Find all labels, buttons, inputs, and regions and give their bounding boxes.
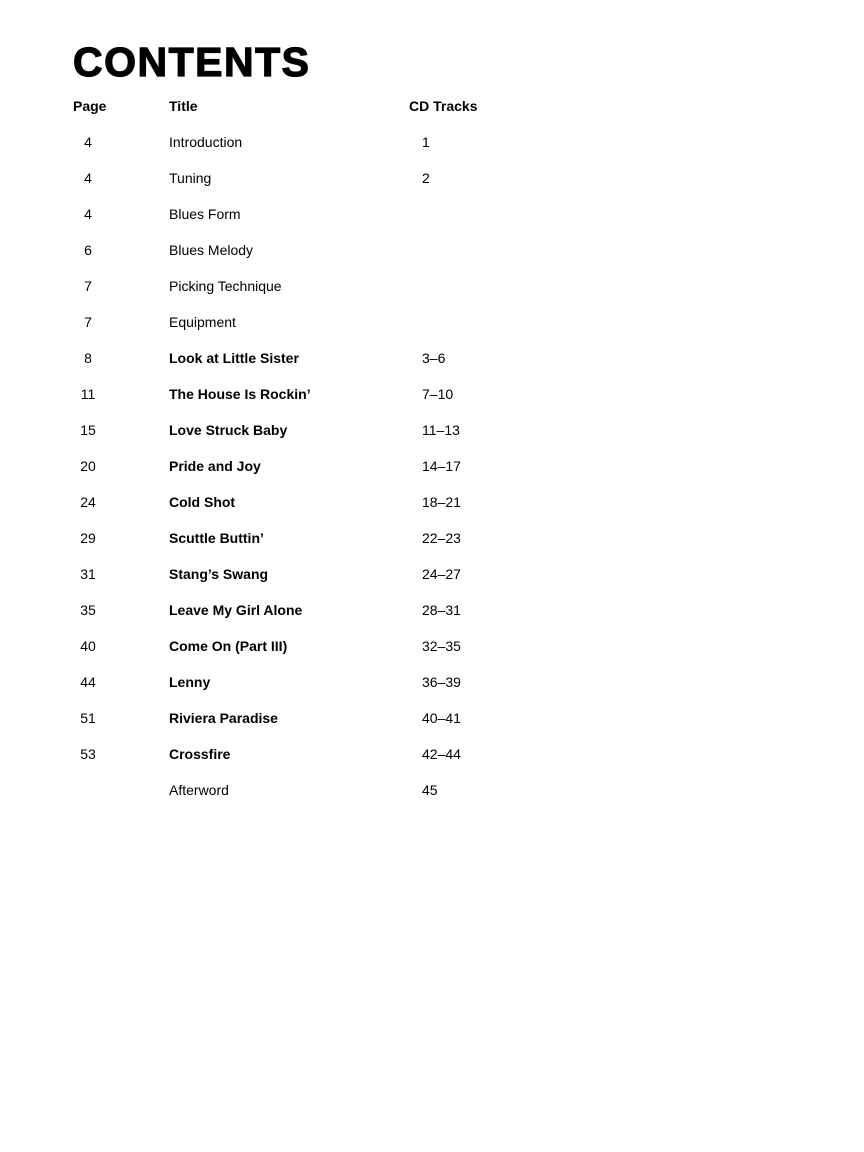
table-row [0,348,864,384]
page-number: 40 [80,638,96,654]
entry-title: Blues Form [169,206,241,222]
cd-tracks-column-header: CD Tracks [409,98,478,114]
entry-title: Equipment [169,314,236,330]
table-row [0,492,864,528]
cd-tracks: 45 [422,782,438,798]
cd-tracks: 42–44 [422,746,461,762]
cd-tracks: 28–31 [422,602,461,618]
cd-tracks: 7–10 [422,386,454,402]
entry-title: Afterword [169,782,229,798]
cd-tracks: 36–39 [422,674,461,690]
cd-tracks: 1 [422,134,430,150]
page-number: 15 [80,422,96,438]
cd-tracks: 3–6 [422,350,446,366]
table-row [0,204,864,240]
page-number: 35 [80,602,96,618]
entry-title: Pride and Joy [169,458,261,474]
cd-tracks: 14–17 [422,458,461,474]
page-number: 4 [84,134,92,150]
table-row [0,420,864,456]
page-number: 7 [84,314,92,330]
cd-tracks: 18–21 [422,494,461,510]
table-row [0,708,864,744]
page-number: 6 [84,242,92,258]
cd-tracks: 2 [422,170,430,186]
entry-title: Scuttle Buttin’ [169,530,264,546]
entry-title: Tuning [169,170,212,186]
page-number: 8 [84,350,92,366]
table-row [0,636,864,672]
page-number: 31 [80,566,96,582]
table-row [0,744,864,780]
page-number: 24 [80,494,96,510]
table-row [0,780,864,816]
table-row [0,384,864,420]
entry-title: Riviera Paradise [169,710,278,726]
entry-title: Crossfire [169,746,231,762]
cd-tracks: 11–13 [422,422,460,438]
table-row [0,528,864,564]
entry-title: Leave My Girl Alone [169,602,303,618]
entry-title: Stang’s Swang [169,566,269,582]
table-row [0,312,864,348]
page-number: 4 [84,206,92,222]
table-row [0,132,864,168]
table-header [0,96,864,116]
table-row [0,600,864,636]
table-row [0,564,864,600]
cd-tracks: 22–23 [422,530,461,546]
table-row [0,240,864,276]
title-column-header: Title [169,98,198,114]
entry-title: Come On (Part III) [169,638,288,654]
contents-list [0,132,864,816]
cd-tracks: 40–41 [422,710,461,726]
page-number: 4 [84,170,92,186]
entry-title: Love Struck Baby [169,422,288,438]
entry-title: Picking Technique [169,278,282,294]
page-number: 53 [80,746,96,762]
page-number: 29 [80,530,96,546]
entry-title: Blues Melody [169,242,254,258]
table-row [0,672,864,708]
page-number: 44 [80,674,96,690]
page-number: 20 [80,458,96,474]
table-row [0,276,864,312]
entry-title: Cold Shot [169,494,236,510]
entry-title: Introduction [169,134,243,150]
page-column-header: Page [73,98,107,114]
table-row [0,456,864,492]
cd-tracks: 24–27 [422,566,461,582]
page-number: 7 [84,278,92,294]
entry-title: Lenny [169,674,211,690]
table-row [0,168,864,204]
page-title: CONTENTS [73,39,311,85]
cd-tracks: 32–35 [422,638,461,654]
page-number: 51 [80,710,96,726]
entry-title: Look at Little Sister [169,350,299,366]
page-number: 11 [80,386,96,402]
entry-title: The House Is Rockin’ [169,386,311,402]
